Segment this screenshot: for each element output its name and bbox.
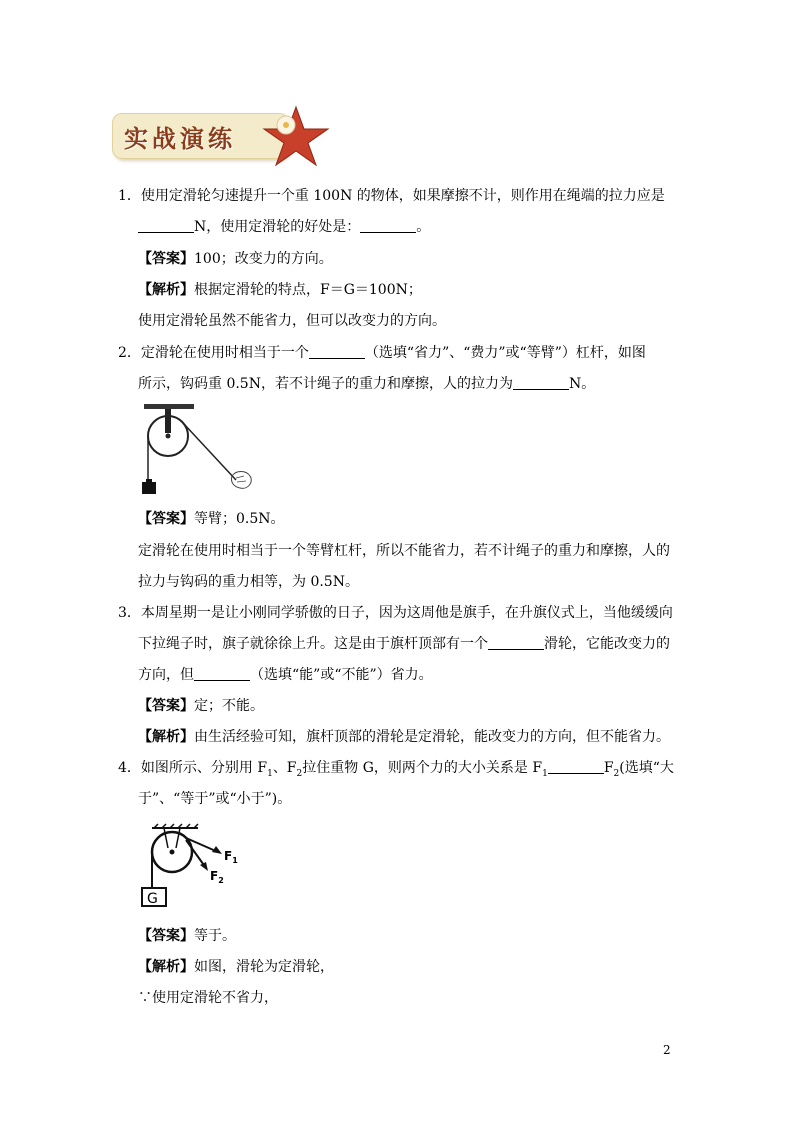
- q1-line-1: 1．使用定滑轮匀速提升一个重 100N 的物体，如果摩擦不计，则作用在绳端的拉力应是: [118, 188, 665, 204]
- answer-blank: [360, 218, 416, 233]
- answer-blank: [548, 759, 604, 774]
- q3-answer: 【答案】定；不能。: [138, 698, 264, 714]
- q2-line-2: 所示，钩码重 0.5N，若不计绳子的重力和摩擦，人的拉力为 N。: [138, 376, 596, 392]
- answer-blank: [138, 218, 194, 233]
- banner-title: 实战演练: [124, 124, 236, 153]
- q2-answer: 【答案】等臂；0.5N。: [138, 511, 285, 527]
- q2-pulley-figure: [136, 402, 266, 498]
- q3-analysis: 【解析】由生活经验可知，旗杆顶部的滑轮是定滑轮，能改变力的方向，但不能省力。: [138, 729, 670, 745]
- q2-analysis-2: 拉力与钩码的重力相等，为 0.5N。: [138, 574, 359, 590]
- fig-label-f1: $F_1$: [224, 849, 238, 865]
- q1-analysis-2: 使用定滑轮虽然不能省力，但可以改变力的方向。: [138, 313, 446, 329]
- q2-line-1: 2．定滑轮在使用时相当于一个 （选填“省力”、“费力”或“等臂”）杠杆，如图: [118, 345, 646, 361]
- q4-analysis: 【解析】如图，滑轮为定滑轮，: [138, 959, 334, 975]
- answer-blank: [194, 666, 250, 681]
- q4-answer: 【答案】等于。: [138, 928, 236, 944]
- q1-line-2: N，使用定滑轮的好处是： 。: [138, 218, 430, 237]
- q3-line-3: 方向，但 （选填“能”或“不能”）省力。: [138, 667, 433, 683]
- q4-pulley-figure: [140, 822, 250, 910]
- answer-blank: [488, 635, 544, 650]
- fig-label-g: G: [147, 891, 158, 907]
- fig-label-f2: $F_2$: [210, 869, 224, 885]
- q4-line-2: 于”、“等于”或“小于”)。: [138, 791, 292, 807]
- q3-line-1: 3．本周星期一是让小刚同学骄傲的日子，因为这周他是旗手，在升旗仪式上，当他缓缓向: [118, 605, 673, 621]
- q1-answer: 【答案】100；改变力的方向。: [138, 251, 333, 267]
- q3-line-2: 下拉绳子时，旗子就徐徐上升。这是由于旗杆顶部有一个 滑轮，它能改变力的: [138, 636, 670, 652]
- answer-blank: [513, 375, 569, 390]
- starfish-icon: [260, 105, 332, 167]
- q2-analysis-1: 定滑轮在使用时相当于一个等臂杠杆，所以不能省力，若不计绳子的重力和摩擦，人的: [138, 543, 670, 559]
- page-number: 2: [663, 1043, 671, 1057]
- q4-line-1: 4．如图所示、分别用 $F_1$、$F_2$拉住重物 G，则两个力的大小关系是 $F_1$ $F_2$(选填“大: [118, 760, 674, 779]
- section-banner: [112, 105, 330, 167]
- answer-blank: [309, 344, 365, 359]
- q4-analysis-2: ∵使用定滑轮不省力，: [138, 990, 278, 1006]
- q1-analysis: 【解析】根据定滑轮的特点，F＝G＝100N；: [138, 282, 422, 298]
